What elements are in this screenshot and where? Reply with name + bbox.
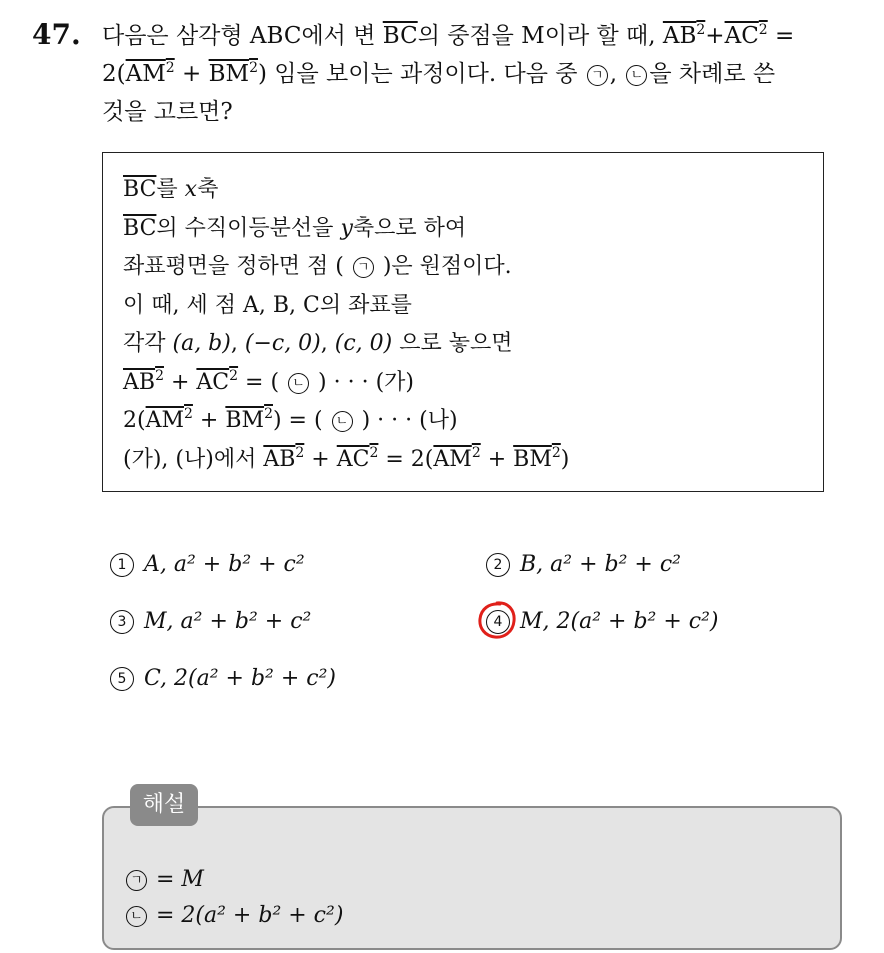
proof-line-2: $\overline{BC}$의 수직이등분선을 y축으로 하여 bbox=[123, 215, 467, 241]
choice-1[interactable]: 1 A, a² + b² + c² bbox=[110, 552, 305, 577]
proof-line-8: (가), (나)에서 $AB^2 + AC^2 = 2(AM^2 + BM^2)$ bbox=[123, 444, 570, 472]
solution-line-2: ㄴ = 2(a² + b² + c²) bbox=[124, 898, 343, 934]
choice-4[interactable]: 4 M, 2(a² + b² + c²) bbox=[486, 609, 719, 634]
blank-nieun-marker: ㄴ bbox=[626, 65, 647, 86]
proof-line-7: $2(AM^2 + BM^2)$ = ( ㄴ ) · · · (나) bbox=[123, 406, 458, 433]
proof-line-1: $\overline{BC}$를 x축 bbox=[123, 177, 219, 202]
proof-box bbox=[102, 152, 824, 492]
solution-box bbox=[102, 806, 842, 950]
blank-giyeok-marker: ㄱ bbox=[587, 65, 608, 86]
question-number: 47. bbox=[32, 18, 81, 51]
question-stem: 다음은 삼각형 ABC에서 변 $\overline{BC}$의 중점을 M이라 할 때, $AB^2+AC^2$ = $2(AM^2 + BM^2)$ 임을 보이는 과정이다. 다음 중 ㄱ , ㄴ 을 차례로 쓴 것을 고르면? bbox=[102, 22, 795, 125]
proof-line-4: 이 때, 세 점 A, B, C의 좌표를 bbox=[123, 292, 412, 318]
solution-panel bbox=[102, 784, 844, 952]
choice-5[interactable]: 5 C, 2(a² + b² + c²) bbox=[110, 666, 336, 691]
choice-2[interactable]: 2 B, a² + b² + c² bbox=[486, 552, 681, 577]
choice-3[interactable]: 3 M, a² + b² + c² bbox=[110, 609, 311, 634]
solution-line-1: ㄱ = M bbox=[124, 862, 343, 898]
proof-line-3: 좌표평면을 정하면 점 ( ㄱ )은 원점이다. bbox=[123, 254, 512, 279]
solution-tab: 해설 bbox=[130, 784, 198, 826]
proof-line-6: $AB^2 + AC^2$ = ( ㄴ ) · · · (가) bbox=[123, 367, 415, 395]
proof-line-5: 각각 (a, b), (−c, 0), (c, 0) 으로 놓으면 bbox=[123, 331, 513, 356]
